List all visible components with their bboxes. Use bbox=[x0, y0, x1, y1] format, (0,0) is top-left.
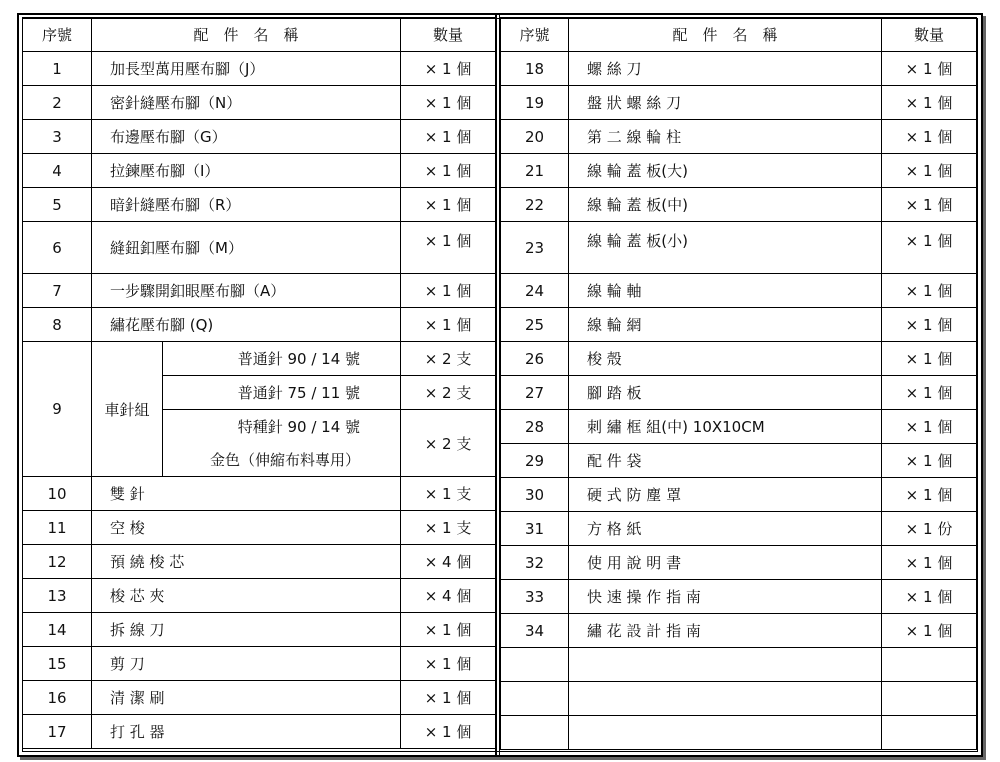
row-qty: × 1 個 bbox=[401, 681, 496, 715]
row-qty: × 1 個 bbox=[882, 614, 977, 648]
row-no: 25 bbox=[501, 308, 569, 342]
header-no: 序號 bbox=[501, 18, 569, 52]
row-no: 4 bbox=[23, 154, 92, 188]
row-no: 21 bbox=[501, 154, 569, 188]
row-qty: × 1 支 bbox=[401, 511, 496, 545]
row-name: 硬 式 防 塵 罩 bbox=[569, 478, 882, 512]
table-row bbox=[23, 120, 496, 154]
table-row bbox=[501, 546, 977, 580]
table-row bbox=[23, 477, 496, 511]
table-row bbox=[23, 715, 496, 749]
row-name: 線 輪 軸 bbox=[569, 274, 882, 308]
parts-table-right bbox=[500, 17, 977, 750]
row-name: 腳 踏 板 bbox=[569, 376, 882, 410]
row-name: 配 件 袋 bbox=[569, 444, 882, 478]
row-qty: × 1 個 bbox=[882, 52, 977, 86]
row-no: 18 bbox=[501, 52, 569, 86]
needle-group-row bbox=[23, 342, 496, 376]
row-name: 拉鍊壓布腳（I） bbox=[92, 154, 401, 188]
row-no: 14 bbox=[23, 613, 92, 647]
table-row bbox=[23, 647, 496, 681]
empty-row bbox=[501, 716, 977, 750]
row-qty: × 1 個 bbox=[401, 120, 496, 154]
table-row bbox=[501, 444, 977, 478]
needle-qty: × 2 支 bbox=[401, 342, 496, 376]
table-row bbox=[23, 511, 496, 545]
table-row bbox=[501, 120, 977, 154]
row-qty: × 4 個 bbox=[401, 545, 496, 579]
row-no: 26 bbox=[501, 342, 569, 376]
row-qty: × 1 個 bbox=[401, 154, 496, 188]
row-qty: × 1 個 bbox=[401, 222, 496, 274]
header-no: 序號 bbox=[23, 18, 92, 52]
row-qty: × 1 個 bbox=[882, 308, 977, 342]
row-qty: × 1 個 bbox=[882, 444, 977, 478]
row-qty: × 1 個 bbox=[401, 274, 496, 308]
needle-item: 特種針 90 / 14 號 bbox=[163, 410, 401, 444]
row-name: 密針縫壓布腳（N） bbox=[92, 86, 401, 120]
row-qty: × 1 個 bbox=[401, 188, 496, 222]
row-no: 5 bbox=[23, 188, 92, 222]
row-name: 使 用 說 明 書 bbox=[569, 546, 882, 580]
row-name: 梭 芯 夾 bbox=[92, 579, 401, 613]
table-row bbox=[501, 342, 977, 376]
row-no: 19 bbox=[501, 86, 569, 120]
row-name: 暗針縫壓布腳（R） bbox=[92, 188, 401, 222]
row-name: 空 梭 bbox=[92, 511, 401, 545]
row-no: 8 bbox=[23, 308, 92, 342]
parts-table-left bbox=[22, 17, 496, 749]
row-qty: × 1 個 bbox=[401, 308, 496, 342]
row-name: 布邊壓布腳（G） bbox=[92, 120, 401, 154]
row-name: 梭 殼 bbox=[569, 342, 882, 376]
needle-qty: × 2 支 bbox=[401, 410, 496, 477]
header-name: 配 件 名 稱 bbox=[569, 18, 882, 52]
row-name: 拆 線 刀 bbox=[92, 613, 401, 647]
row-name: 第 二 線 輪 柱 bbox=[569, 120, 882, 154]
row-no: 15 bbox=[23, 647, 92, 681]
needle-item: 金色（伸縮布料專用） bbox=[163, 443, 401, 477]
row-qty: × 1 個 bbox=[401, 647, 496, 681]
row-qty: × 1 個 bbox=[401, 613, 496, 647]
row-no: 10 bbox=[23, 477, 92, 511]
row-qty: × 4 個 bbox=[401, 579, 496, 613]
empty-row bbox=[501, 682, 977, 716]
table-row bbox=[23, 681, 496, 715]
row-no: 2 bbox=[23, 86, 92, 120]
row-no: 28 bbox=[501, 410, 569, 444]
row-name: 縫鈕釦壓布腳（M） bbox=[92, 222, 401, 274]
row-name: 一步驟開釦眼壓布腳（A） bbox=[92, 274, 401, 308]
table-row bbox=[501, 614, 977, 648]
needle-group-name: 車針組 bbox=[92, 342, 163, 477]
row-qty: × 1 個 bbox=[882, 342, 977, 376]
row-qty: × 1 個 bbox=[882, 546, 977, 580]
row-qty: × 1 個 bbox=[882, 154, 977, 188]
row-no: 32 bbox=[501, 546, 569, 580]
header-qty: 數量 bbox=[882, 18, 977, 52]
table-row bbox=[23, 222, 496, 274]
row-name: 剪 刀 bbox=[92, 647, 401, 681]
row-no: 9 bbox=[23, 342, 92, 477]
row-name: 雙 針 bbox=[92, 477, 401, 511]
row-name: 刺 繡 框 組(中) 10X10CM bbox=[569, 410, 882, 444]
header-name: 配 件 名 稱 bbox=[92, 18, 401, 52]
table-header bbox=[501, 18, 977, 52]
row-qty: × 1 個 bbox=[882, 376, 977, 410]
row-no: 11 bbox=[23, 511, 92, 545]
table-row bbox=[501, 222, 977, 274]
row-qty: × 1 個 bbox=[882, 86, 977, 120]
empty-row bbox=[501, 648, 977, 682]
row-qty: × 1 支 bbox=[401, 477, 496, 511]
row-name: 線 輪 網 bbox=[569, 308, 882, 342]
row-no: 24 bbox=[501, 274, 569, 308]
row-no: 31 bbox=[501, 512, 569, 546]
table-row bbox=[23, 308, 496, 342]
header-qty: 數量 bbox=[401, 18, 496, 52]
table-row bbox=[23, 545, 496, 579]
row-no: 27 bbox=[501, 376, 569, 410]
needle-item: 普通針 75 / 11 號 bbox=[163, 376, 401, 410]
row-qty: × 1 個 bbox=[401, 715, 496, 749]
table-row bbox=[501, 274, 977, 308]
row-name: 繡 花 設 計 指 南 bbox=[569, 614, 882, 648]
table-row bbox=[501, 410, 977, 444]
row-qty: × 1 個 bbox=[882, 188, 977, 222]
row-no: 3 bbox=[23, 120, 92, 154]
table-row bbox=[501, 52, 977, 86]
row-qty: × 1 個 bbox=[401, 52, 496, 86]
table-row bbox=[501, 512, 977, 546]
row-no: 30 bbox=[501, 478, 569, 512]
table-row bbox=[23, 86, 496, 120]
row-name: 繡花壓布腳 (Q) bbox=[92, 308, 401, 342]
row-name: 加長型萬用壓布腳（J） bbox=[92, 52, 401, 86]
row-no: 33 bbox=[501, 580, 569, 614]
row-name: 線 輪 蓋 板(小) bbox=[569, 222, 882, 274]
row-qty: × 1 個 bbox=[882, 580, 977, 614]
row-qty: × 1 個 bbox=[401, 86, 496, 120]
table-row bbox=[23, 188, 496, 222]
row-no: 22 bbox=[501, 188, 569, 222]
row-name: 螺 絲 刀 bbox=[569, 52, 882, 86]
row-qty: × 1 個 bbox=[882, 120, 977, 154]
needle-item: 普通針 90 / 14 號 bbox=[163, 342, 401, 376]
table-row bbox=[23, 579, 496, 613]
table-row bbox=[501, 154, 977, 188]
row-no: 16 bbox=[23, 681, 92, 715]
row-name: 方 格 紙 bbox=[569, 512, 882, 546]
row-name: 線 輪 蓋 板(大) bbox=[569, 154, 882, 188]
row-name: 打 孔 器 bbox=[92, 715, 401, 749]
row-name: 預 繞 梭 芯 bbox=[92, 545, 401, 579]
table-row bbox=[23, 154, 496, 188]
row-no: 6 bbox=[23, 222, 92, 274]
row-no: 12 bbox=[23, 545, 92, 579]
table-row bbox=[501, 188, 977, 222]
row-no: 13 bbox=[23, 579, 92, 613]
row-qty: × 1 個 bbox=[882, 478, 977, 512]
row-name: 快 速 操 作 指 南 bbox=[569, 580, 882, 614]
row-qty: × 1 份 bbox=[882, 512, 977, 546]
row-no: 7 bbox=[23, 274, 92, 308]
row-no: 20 bbox=[501, 120, 569, 154]
table-row bbox=[23, 52, 496, 86]
row-name: 線 輪 蓋 板(中) bbox=[569, 188, 882, 222]
row-name: 清 潔 刷 bbox=[92, 681, 401, 715]
row-no: 1 bbox=[23, 52, 92, 86]
row-qty: × 1 個 bbox=[882, 222, 977, 274]
table-row bbox=[501, 376, 977, 410]
table-header bbox=[23, 18, 496, 52]
row-qty: × 1 個 bbox=[882, 274, 977, 308]
row-no: 34 bbox=[501, 614, 569, 648]
row-no: 29 bbox=[501, 444, 569, 478]
row-no: 17 bbox=[23, 715, 92, 749]
table-row bbox=[23, 274, 496, 308]
row-qty: × 1 個 bbox=[882, 410, 977, 444]
row-name: 盤 狀 螺 絲 刀 bbox=[569, 86, 882, 120]
table-row bbox=[501, 86, 977, 120]
table-row bbox=[501, 580, 977, 614]
table-row bbox=[501, 308, 977, 342]
needle-qty: × 2 支 bbox=[401, 376, 496, 410]
row-no: 23 bbox=[501, 222, 569, 274]
table-row bbox=[23, 613, 496, 647]
table-row bbox=[501, 478, 977, 512]
